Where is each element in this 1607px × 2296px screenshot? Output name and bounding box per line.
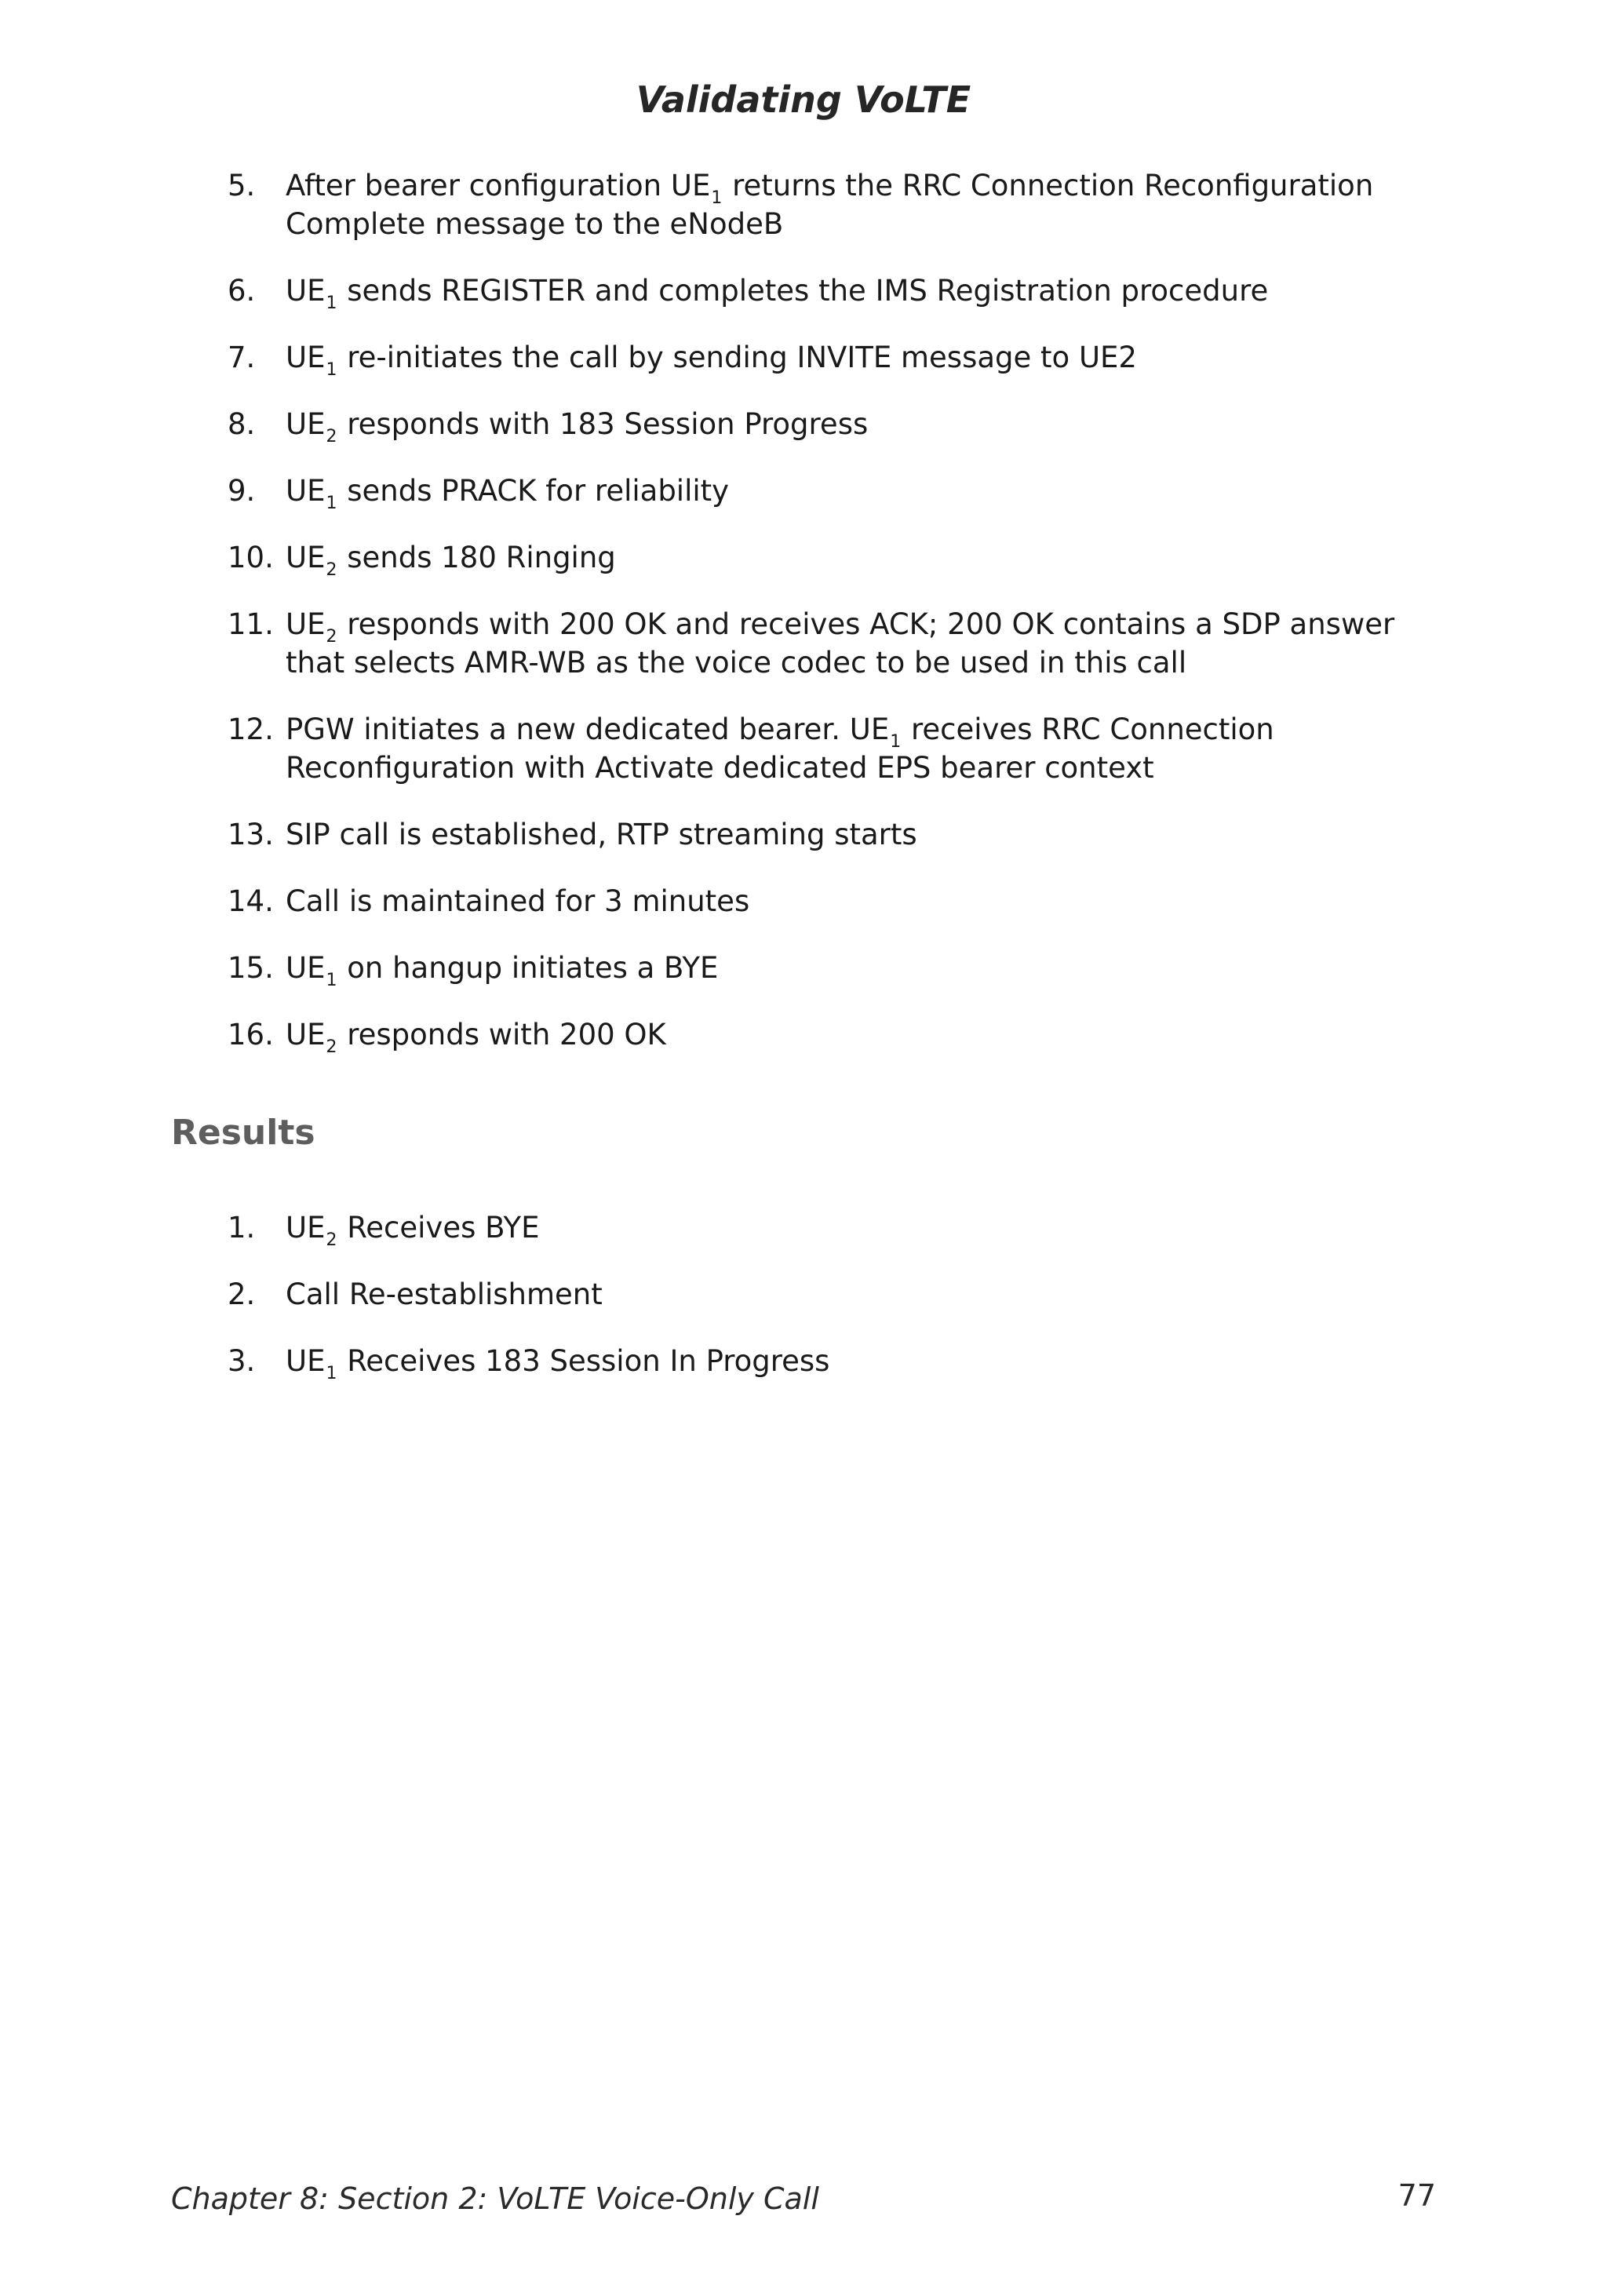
item-subscript: 1 [326,971,337,990]
list-item [228,166,1452,243]
list-item [228,1015,1452,1057]
list-item [228,815,1452,854]
item-number: 9. [228,474,256,508]
item-text-rest: re-initiates the call by sending INVITE message to UE2 [337,341,1137,374]
item-text-rest: returns the RRC Connection Reconfiguration Complete message to the eNodeB [286,169,1374,241]
item-number: 1. [228,1211,256,1245]
item-number: 7. [228,341,256,374]
item-text-rest: responds with 183 Session Progress [337,407,869,441]
item-number: 5. [228,169,256,202]
list-item [228,1342,1452,1383]
item-text: UE [286,951,326,985]
item-text-rest: responds with 200 OK [337,1018,666,1051]
list-item [228,1275,1452,1314]
item-text: UE [286,1211,326,1245]
item-text: UE [286,274,326,308]
item-number: 6. [228,274,256,308]
item-subscript: 1 [326,1364,337,1383]
item-text: UE [286,474,326,508]
item-number: 2. [228,1277,256,1311]
list-item [228,338,1452,380]
item-number: 11. [228,607,274,641]
item-text: Call is maintained for 3 minutes [286,884,750,918]
item-text-rest: receives RRC Connection Reconfiguration with Activate dedicated EPS bearer context [286,712,1274,785]
list-item [228,1208,1452,1250]
item-text: SIP call is established, RTP streaming starts [286,818,917,851]
item-subscript: 1 [326,494,337,513]
item-subscript: 2 [326,427,337,446]
item-text: UE [286,607,326,641]
item-text-rest: sends REGISTER and completes the IMS Registration procedure [337,274,1269,308]
item-text-rest: Receives 183 Session In Progress [337,1344,830,1378]
item-number: 15. [228,951,274,985]
item-number: 16. [228,1018,274,1051]
item-text-rest: Receives BYE [337,1211,540,1245]
page-header-title: Validating VoLTE [636,78,971,121]
item-text: Call Re-establishment [286,1277,603,1311]
item-subscript: 1 [890,732,902,752]
item-text-rest: responds with 200 OK and receives ACK; 200 OK contains a SDP answer that selects AMR-WB as the voice codec to be used in this call [286,607,1395,680]
item-number: 3. [228,1344,256,1378]
item-text: PGW initiates a new dedicated bearer. UE [286,712,890,746]
item-subscript: 2 [326,1230,337,1250]
item-subscript: 2 [326,560,337,580]
item-number: 14. [228,884,274,918]
item-text-rest: sends 180 Ringing [337,541,616,574]
page-number: 77 [1397,2178,1436,2213]
procedure-steps-list [228,166,1452,1082]
item-subscript: 2 [326,627,337,647]
list-item [228,405,1452,446]
item-text: UE [286,541,326,574]
list-item [228,538,1452,580]
item-subscript: 1 [326,360,337,380]
item-number: 8. [228,407,256,441]
list-item [228,710,1452,787]
item-text: After bearer configuration UE [286,169,711,202]
item-text-rest: sends PRACK for reliability [337,474,730,508]
item-subscript: 1 [711,188,723,208]
list-item [228,605,1452,682]
list-item [228,472,1452,513]
results-list [228,1208,1452,1409]
list-item [228,949,1452,990]
list-item [228,272,1452,313]
item-text: UE [286,1344,326,1378]
footer-chapter-title: Chapter 8: Section 2: VoLTE Voice-Only Call [171,2181,819,2216]
item-subscript: 2 [326,1037,337,1057]
item-subscript: 1 [326,293,337,313]
results-heading: Results [171,1113,315,1153]
list-item [228,882,1452,920]
item-number: 13. [228,818,274,851]
item-text: UE [286,1018,326,1051]
item-number: 10. [228,541,274,574]
item-text-rest: on hangup initiates a BYE [337,951,719,985]
item-text: UE [286,341,326,374]
item-number: 12. [228,712,274,746]
item-text: UE [286,407,326,441]
